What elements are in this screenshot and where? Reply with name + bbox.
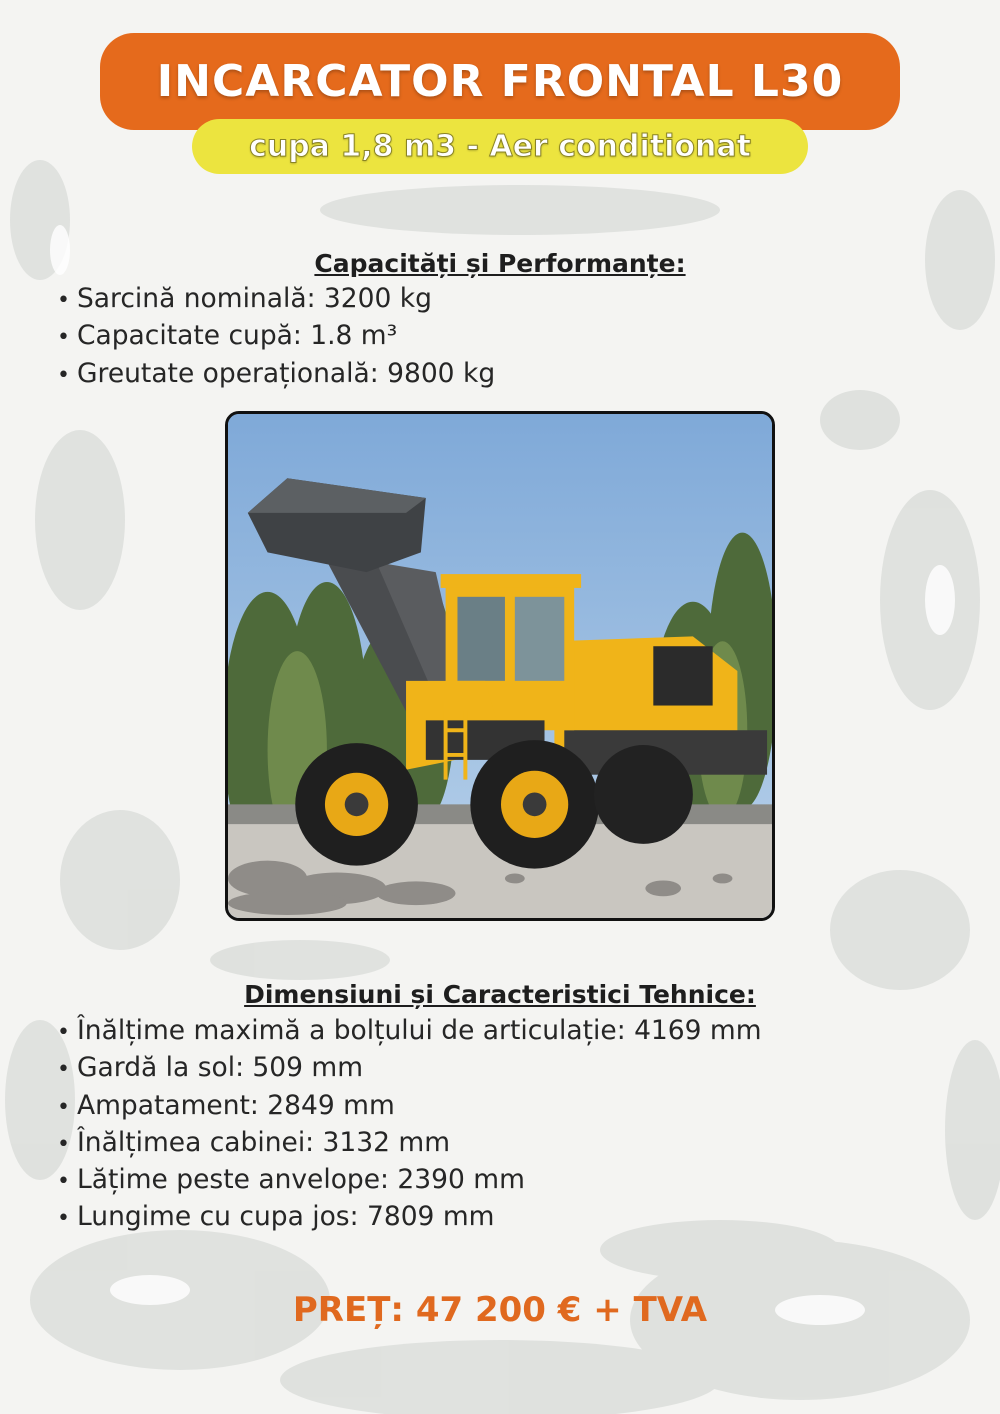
spec-item-length-bucket-down: • Lungime cu cupa jos: 7809 mm — [57, 1199, 762, 1236]
page-subtitle: cupa 1,8 m3 - Aer conditionat — [249, 129, 751, 164]
performance-heading: Capacități și Performanțe: — [314, 249, 686, 278]
dimensions-heading: Dimensiuni și Caracteristici Tehnice: — [244, 980, 756, 1009]
subtitle-banner — [192, 119, 808, 174]
spec-item-rated-load: • Sarcină nominală: 3200 kg — [57, 281, 495, 318]
spec-item-ground-clearance: • Gardă la sol: 509 mm — [57, 1050, 762, 1087]
spec-item-cabin-height: • Înălțimea cabinei: 3132 mm — [57, 1125, 762, 1162]
page-title: INCARCATOR FRONTAL L30 — [156, 56, 844, 107]
spec-item-width-over-tires: • Lățime peste anvelope: 2390 mm — [57, 1162, 762, 1199]
spec-item-operating-weight: • Greutate operațională: 9800 kg — [57, 356, 495, 393]
performance-list — [57, 281, 495, 393]
spec-item-hinge-pin-height: • Înălțime maximă a bolțului de articulație: 4169 mm — [57, 1013, 762, 1050]
title-banner — [100, 33, 900, 130]
dimensions-list — [57, 1013, 762, 1237]
price-label: PREȚ: 47 200 € + TVA — [292, 1290, 708, 1330]
spec-item-bucket-capacity: • Capacitate cupă: 1.8 m³ — [57, 318, 495, 355]
spec-item-wheelbase: • Ampatament: 2849 mm — [57, 1088, 762, 1125]
wheel-loader-photo — [225, 411, 775, 921]
